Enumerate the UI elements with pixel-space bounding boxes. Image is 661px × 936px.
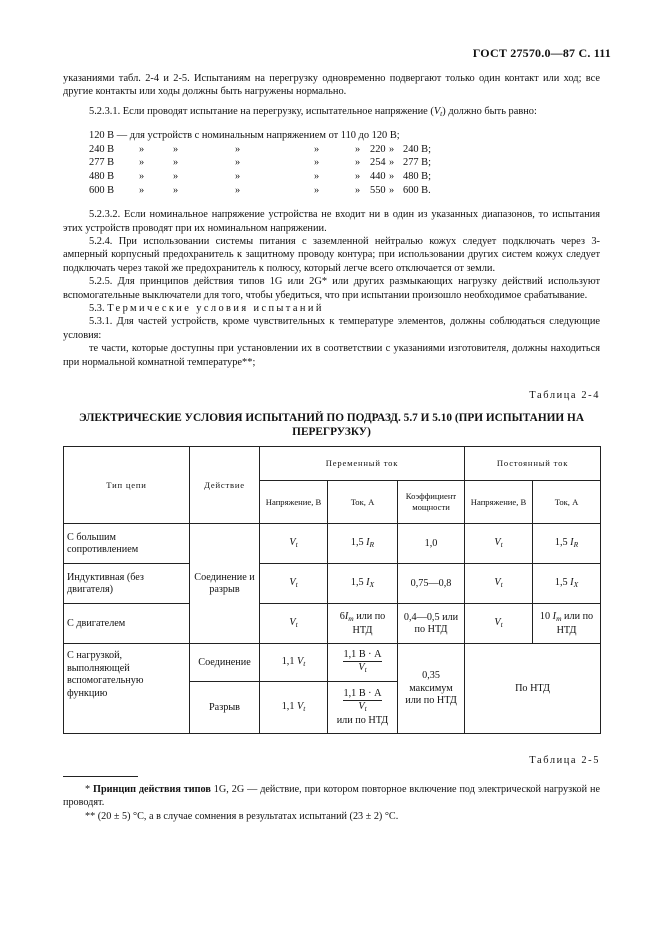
- cell-current: 1,5 $I_R$: [328, 524, 398, 564]
- voltage-list: [89, 129, 600, 197]
- paragraph-intro: указаниями табл. 2-4 и 2-5. Испытаниям на перегрузку одновременно подвергают только один контакт или ход; все другие контакты или ходы должны быть нагружены нормально.: [63, 73, 600, 98]
- paragraph-5-2-3-1: 5.2.3.1. Если проводят испытание на перегрузку, испытательное напряжение $(V_t)$ должно быть равно:: [89, 105, 537, 118]
- header-action: Действие: [190, 447, 260, 524]
- table-2-4-title: ЭЛЕКТРИЧЕСКИЕ УСЛОВИЯ ИСПЫТАНИЙ ПО ПОДРАЗД. 5.7 И 5.10 (ПРИ ИСПЫТАНИИ НА ПЕРЕГРУЗКУ): [79, 412, 584, 439]
- voltage-row: 240 В » » » » » 220 » 240 В;: [89, 143, 432, 155]
- header-dc-voltage: Напряжение, В: [465, 481, 533, 524]
- cell-current: $6I_m$ или по НТД: [328, 604, 398, 644]
- cell-power-factor-aux: 0,35 максимум или по НТД: [398, 644, 465, 734]
- cell-voltage: $V_t$: [260, 564, 328, 604]
- cell-dc-current: 1,5 $I_X$: [533, 564, 601, 604]
- row-label-inductive: Индуктивная (без двигателя): [64, 564, 190, 604]
- paragraph-5-3-1: 5.3.1. Для частей устройств, кроме чувствительных к температуре элементов, должны соблюдаться следующие условия:: [63, 316, 600, 341]
- cell-voltage: 1,1 $V_t$: [260, 644, 328, 682]
- header-ac-current: Ток, А: [328, 481, 398, 524]
- table-row: [64, 564, 601, 604]
- cell-dc-aux: По НТД: [465, 644, 601, 734]
- page-header: ГОСТ 27570.0—87 С. 111: [472, 46, 611, 60]
- document-body: [63, 72, 600, 734]
- paragraph-5-3-1-conditions: те части, которые доступны при установлении их в соответствии с указаниями изготовителя, должны находиться при нормальной комнатной температуре**;: [63, 343, 600, 368]
- voltage-row: 480 В » » » » » 440 » 480 В;: [89, 171, 432, 182]
- voltage-row: 600 В » » » » » 550 » 600 В.: [89, 184, 431, 196]
- cell-make: Соединение: [190, 644, 260, 682]
- header-ac: Переменный ток: [260, 447, 465, 481]
- row-label-motor: С двигателем: [64, 604, 190, 644]
- table-2-5-caption: Таблица 2-5: [529, 755, 600, 766]
- cell-dc-voltage: $V_t$: [465, 604, 533, 644]
- footnote-1: * Принцип действия типов 1G, 2G — действие, при котором повторное включение под электрической нагрузкой не проводят.: [63, 784, 601, 809]
- cell-dc-current: 1,5 $I_R$: [533, 524, 601, 564]
- cell-dc-voltage: $V_t$: [465, 524, 533, 564]
- header-dc: Постоянный ток: [465, 447, 601, 481]
- header-ac-voltage: Напряжение, В: [260, 481, 328, 524]
- current-fraction: $\frac{1,1 В \cdot А}{V_t}$: [343, 649, 382, 675]
- footnotes: [63, 783, 600, 823]
- paragraph-5-2-5: 5.2.5. Для принципов действия типов 1G или 2G* или других размыкающих нагрузку действий используют вспомогательные выключатели для того, чтобы убедиться, что при испытании произошло необходимое срабатывание.: [63, 276, 600, 301]
- section-5-3-heading: 5.3. Термические условия испытаний: [89, 303, 324, 315]
- voltage-row-first: 120 В — для устройств с номинальным напряжением от 110 до 120 В;: [89, 130, 400, 142]
- cell-voltage: 1,1 $V_t$: [260, 682, 328, 734]
- cell-current: [328, 644, 398, 682]
- cell-current: $\frac{1,1 В \cdot А}{V_t}$ или по НТД: [328, 682, 398, 734]
- cell-dc-voltage: $V_t$: [465, 564, 533, 604]
- table-2-4-caption: Таблица 2-4: [529, 390, 600, 402]
- current-fraction: $\frac{1,1 В \cdot А}{V_t}$: [343, 688, 382, 714]
- table-row: [64, 604, 601, 644]
- table-2-4: [63, 446, 601, 734]
- cell-power-factor: 0,75—0,8: [398, 564, 465, 604]
- paragraph-5-2-3-2: 5.2.3.2. Если номинальное напряжение устройства не входит ни в один из указанных диапазонов, то испытания этих устройств проводят при их номинальном напряжении.: [63, 209, 600, 234]
- cell-make-and-break: Соединение и разрыв: [190, 524, 260, 644]
- cell-voltage: $V_t$: [260, 524, 328, 564]
- footnote-divider: [63, 776, 138, 777]
- row-label-high-resistance: С большим сопротивлением: [64, 524, 190, 564]
- table-row: [64, 524, 601, 564]
- header-dc-current: Ток, А: [533, 481, 601, 524]
- voltage-row: 277 В » » » » » 254 » 277 В;: [89, 157, 432, 169]
- cell-power-factor: 1,0: [398, 524, 465, 564]
- cell-voltage: $V_t$: [260, 604, 328, 644]
- header-power-factor: Коэффициент мощности: [398, 481, 465, 524]
- header-circuit-type: Тип цепи: [64, 447, 190, 524]
- cell-current: 1,5 $I_X$: [328, 564, 398, 604]
- table-row: [64, 644, 601, 682]
- cell-break: Разрыв: [190, 682, 260, 734]
- footnote-2: ** (20 ± 5) °С, а в случае сомнения в результатах испытаний (23 ± 2) °С.: [85, 810, 399, 822]
- cell-power-factor: 0,4—0,5 или по НТД: [398, 604, 465, 644]
- cell-dc-current: 10 $I_m$ или по НТД: [533, 604, 601, 644]
- paragraph-5-2-4: 5.2.4. При использовании системы питания с заземленной нейтралью кожух следует подключать через 3-амперный корпусный предохранитель к защитному проводу контура; при использовании других систем кожух следует подключать через такой же предохранитель к полюсу, который легче всего отключается от земли.: [63, 236, 600, 274]
- row-label-auxiliary: С нагрузкой, выполняющей вспомогательную функцию: [64, 644, 190, 734]
